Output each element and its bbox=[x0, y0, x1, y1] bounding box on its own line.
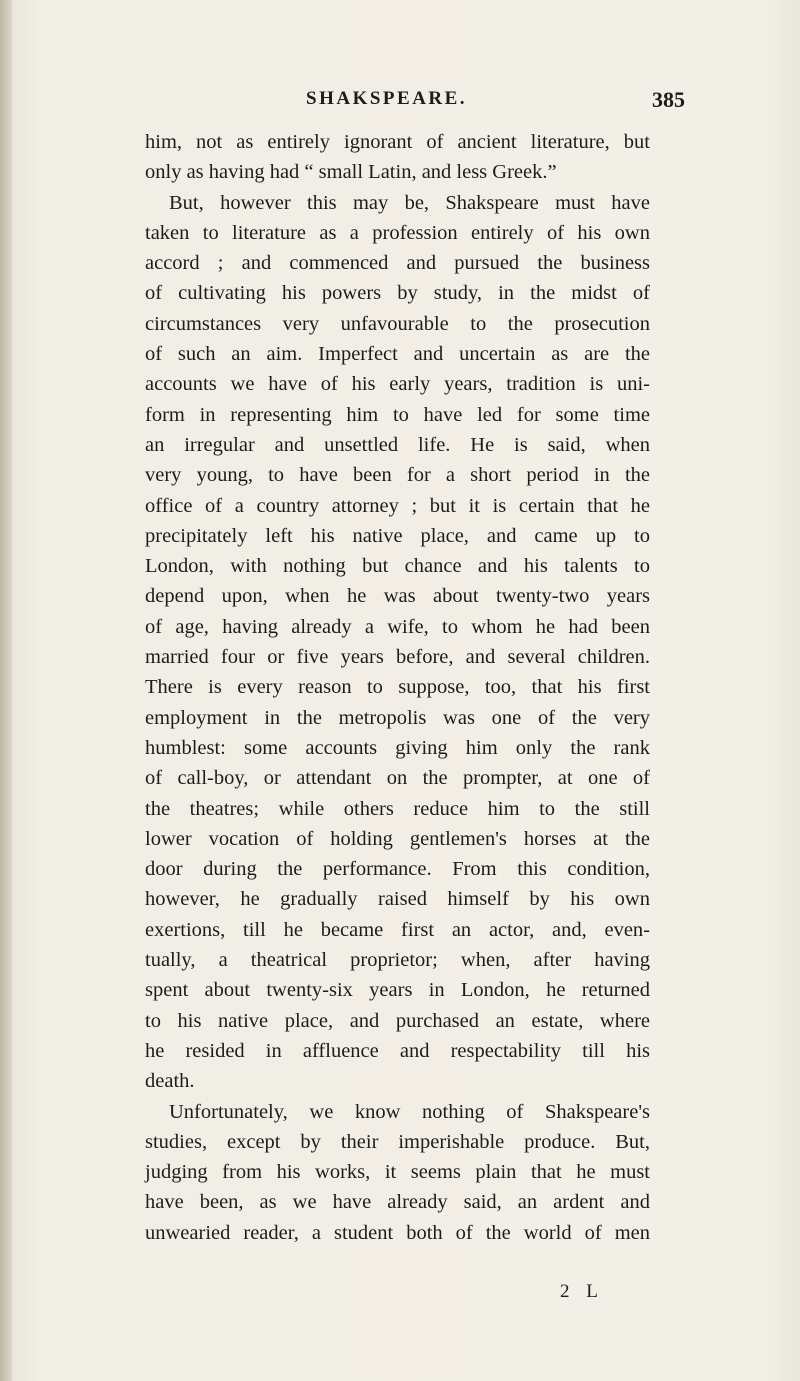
text-line: office of a country attorney ; but it is certain that he bbox=[145, 494, 650, 517]
text-line: only as having had “ small Latin, and less Greek.” bbox=[145, 161, 557, 184]
text-line: however, he gradually raised himself by his own bbox=[145, 888, 650, 911]
text-line: an irregular and unsettled life. He is said, when bbox=[145, 433, 650, 456]
text-line: London, with nothing but chance and his talents to bbox=[145, 555, 650, 578]
text-line: studies, except by their imperishable produce. But, bbox=[145, 1130, 650, 1153]
page-number: 385 bbox=[652, 87, 685, 112]
text-line: form in representing him to have led for some time bbox=[145, 403, 650, 426]
text-line: accounts we have of his early years, tradition is uni- bbox=[145, 373, 650, 396]
text-line: employment in the metropolis was one of the very bbox=[145, 706, 650, 729]
text-line: humblest: some accounts giving him only the rank bbox=[145, 736, 650, 759]
text-line: depend upon, when he was about twenty-two years bbox=[145, 585, 650, 608]
text-line: have been, as we have already said, an ardent and bbox=[145, 1191, 650, 1214]
text-line: Unfortunately, we know nothing of Shakspeare's bbox=[169, 1100, 650, 1123]
text-line: of cultivating his powers by study, in the midst of bbox=[145, 282, 650, 305]
running-head bbox=[0, 88, 800, 118]
text-line: unwearied reader, a student both of the world of men bbox=[145, 1221, 650, 1244]
text-line: exertions, till he became first an actor, and, even- bbox=[145, 918, 650, 941]
text-line: very young, to have been for a short period in the bbox=[145, 464, 650, 487]
text-line: There is every reason to suppose, too, that his first bbox=[145, 676, 650, 699]
text-line: accord ; and commenced and pursued the business bbox=[145, 252, 650, 275]
text-line: of call-boy, or attendant on the prompter, at one of bbox=[145, 767, 650, 790]
text-line: tually, a theatrical proprietor; when, after having bbox=[145, 949, 650, 972]
text-line: But, however this may be, Shakspeare must have bbox=[169, 191, 650, 214]
text-line: to his native place, and purchased an estate, where bbox=[145, 1009, 650, 1032]
text-line: of age, having already a wife, to whom he had been bbox=[145, 615, 650, 638]
text-line: of such an aim. Imperfect and uncertain as are the bbox=[145, 343, 650, 366]
signature-mark: 2 L bbox=[560, 1281, 604, 1302]
text-line: him, not as entirely ignorant of ancient literature, but bbox=[145, 131, 650, 153]
text-line: door during the performance. From this condition, bbox=[145, 858, 650, 881]
text-line: death. bbox=[145, 1070, 195, 1093]
text-line: taken to literature as a profession entirely of his own bbox=[145, 221, 650, 244]
text-line: spent about twenty-six years in London, he returned bbox=[145, 979, 650, 1002]
text-line: the theatres; while others reduce him to the still bbox=[145, 797, 650, 820]
text-line: married four or five years before, and several children. bbox=[145, 646, 650, 669]
text-line: circumstances very unfavourable to the prosecution bbox=[145, 312, 650, 335]
text-line: precipitately left his native place, and came up to bbox=[145, 524, 650, 547]
text-line: he resided in affluence and respectability till his bbox=[145, 1039, 650, 1062]
text-line: lower vocation of holding gentlemen's horses at the bbox=[145, 827, 650, 850]
body-text bbox=[145, 127, 650, 1248]
binding-gutter bbox=[0, 0, 12, 1381]
text-line: judging from his works, it seems plain that he must bbox=[145, 1161, 650, 1184]
running-title: SHAKSPEARE. bbox=[306, 88, 468, 109]
